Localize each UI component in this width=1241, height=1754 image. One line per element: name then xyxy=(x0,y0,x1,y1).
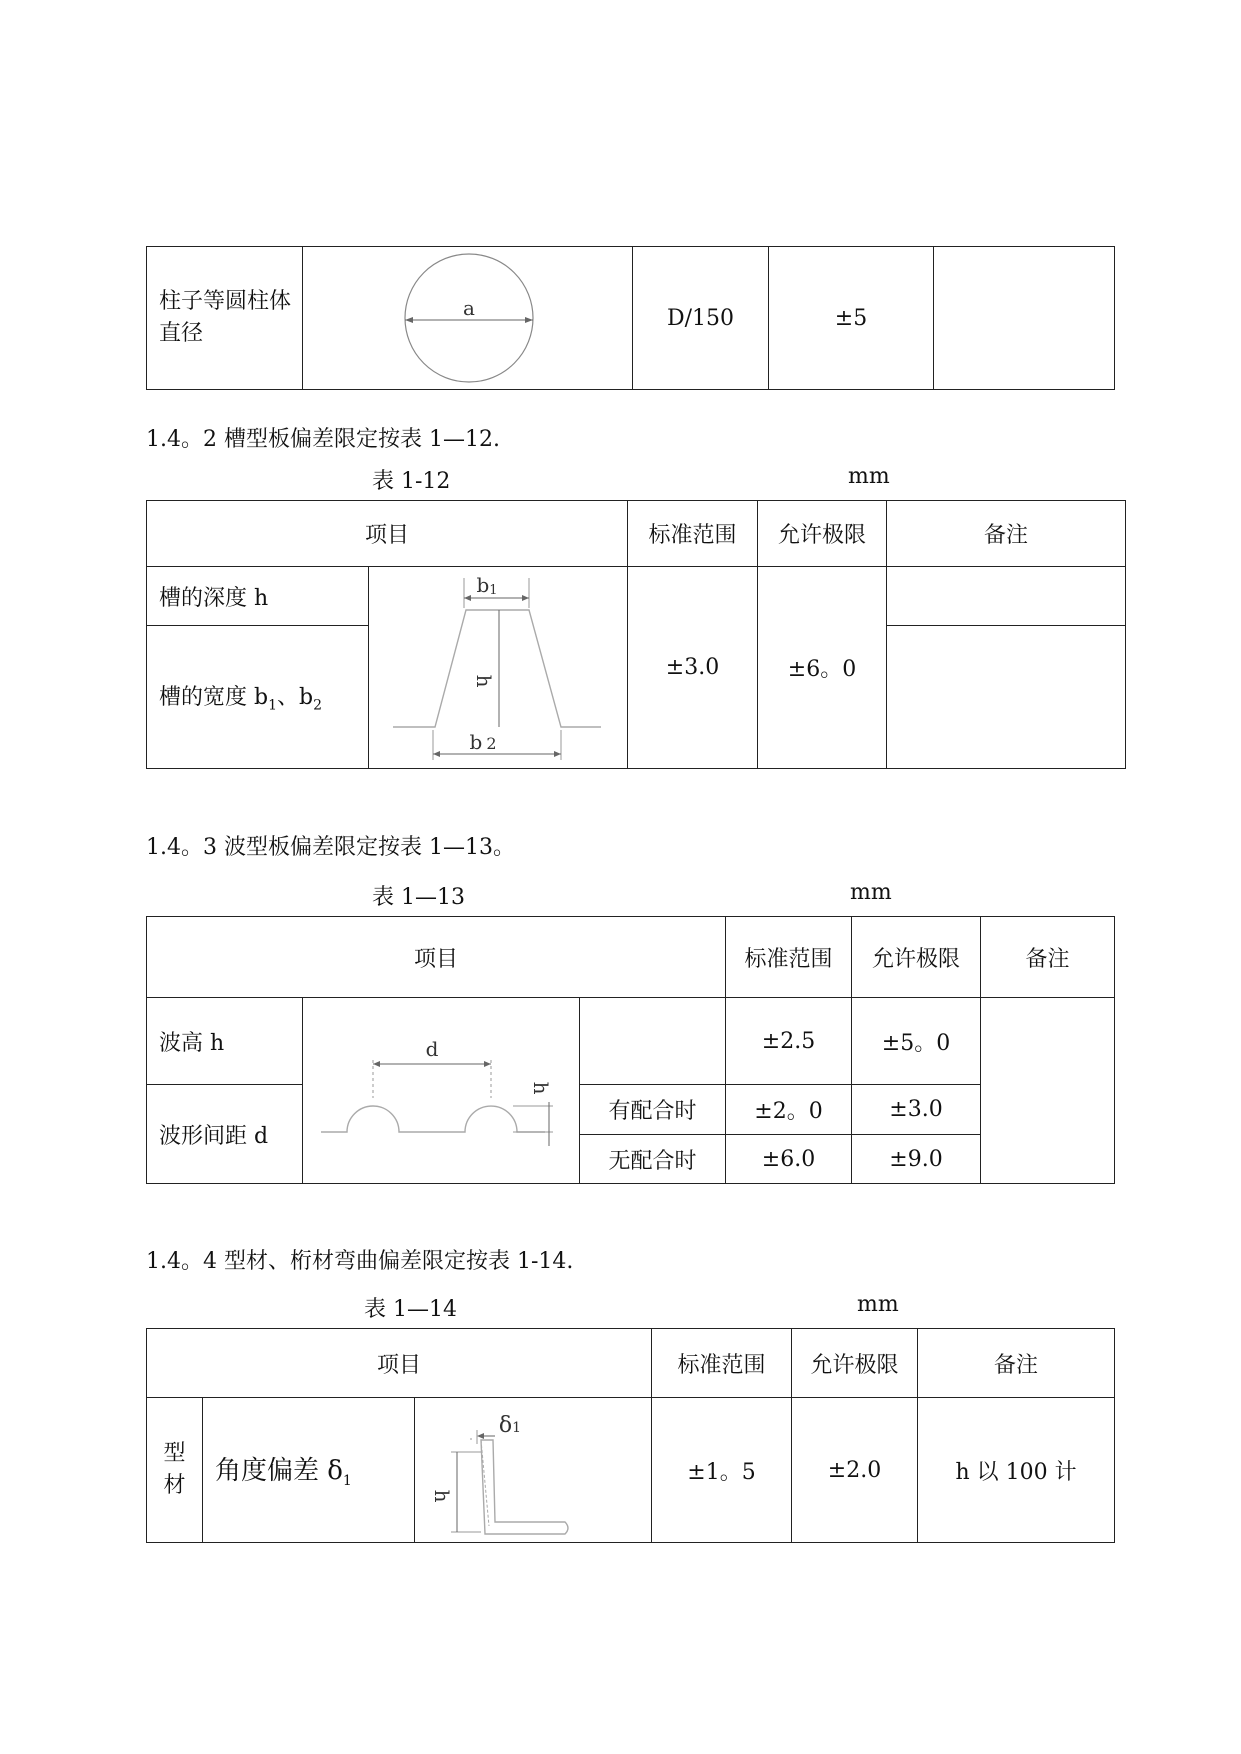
groove-standard: ±3.0 xyxy=(628,567,758,769)
item-cell xyxy=(147,247,303,390)
row-angle-deviation: 角度偏差 $\delta_1$ xyxy=(203,1398,415,1543)
table-column-diameter xyxy=(146,246,1115,390)
header-item: 项目 xyxy=(147,1329,652,1398)
circle-diagram xyxy=(303,248,633,388)
wave-diagram-cell xyxy=(303,998,580,1184)
angle-diagram-cell xyxy=(415,1398,652,1543)
circle-diagram-cell xyxy=(303,247,633,390)
header-item: 项目 xyxy=(147,501,628,567)
wave-remark xyxy=(981,998,1115,1184)
row-groove-width: 槽的宽度 $b_1$、$b_2$ xyxy=(147,626,369,769)
wave-distance-condition-2: 无配合时 xyxy=(580,1135,726,1184)
delta-label: δ1 xyxy=(498,1413,522,1438)
table-caption-1-14: 表 1—14 xyxy=(364,1297,457,1322)
group-profile: 型材 xyxy=(147,1398,203,1543)
angle-allowance: ±2.0 xyxy=(792,1398,918,1543)
header-allowance: 允许极限 xyxy=(792,1329,918,1398)
table-1-14 xyxy=(146,1328,1115,1543)
header-item: 项目 xyxy=(147,917,726,998)
wave-distance-standard-2: ±6.0 xyxy=(726,1135,852,1184)
wave-height-condition xyxy=(580,998,726,1085)
groove-remark-1 xyxy=(887,567,1126,626)
header-standard: 标准范围 xyxy=(628,501,758,567)
allowance-cell: ±5 xyxy=(769,247,934,390)
wave-diagram xyxy=(303,998,580,1183)
groove-allowance: ±6。0 xyxy=(758,567,887,769)
table-1-12 xyxy=(146,500,1126,769)
section-heading-1-4-4: 1.4。4 型材、桁材弯曲偏差限定按表 1-14. xyxy=(146,1249,574,1274)
standard-cell: D/150 xyxy=(633,247,769,390)
row-groove-depth: 槽的深度 h xyxy=(147,567,369,626)
profile-height-label: h xyxy=(430,1489,454,1503)
row-wave-height: 波高 h xyxy=(147,998,303,1085)
header-remark: 备注 xyxy=(887,501,1126,567)
wave-height-standard: ±2.5 xyxy=(726,998,852,1085)
wave-distance-allowance-2: ±9.0 xyxy=(852,1135,981,1184)
remark-cell xyxy=(934,247,1115,390)
groove-height-label: h xyxy=(472,674,496,687)
wave-distance-standard-1: ±2。0 xyxy=(726,1085,852,1135)
header-allowance: 允许极限 xyxy=(758,501,887,567)
table-1-13 xyxy=(146,916,1115,1184)
wave-distance-label: d xyxy=(425,1037,439,1061)
item-label: 柱子等圆柱体直径 xyxy=(159,289,292,346)
wave-distance-allowance-1: ±3.0 xyxy=(852,1085,981,1135)
header-standard: 标准范围 xyxy=(726,917,852,998)
section-heading-1-4-3: 1.4。3 波型板偏差限定按表 1—13。 xyxy=(146,835,515,860)
wave-height-allowance: ±5。0 xyxy=(852,998,981,1085)
table-unit-1-12: mm xyxy=(848,464,890,489)
header-remark: 备注 xyxy=(981,917,1115,998)
header-remark: 备注 xyxy=(918,1329,1115,1398)
table-caption-1-12: 表 1-12 xyxy=(372,469,451,494)
angle-remark: h 以 100 计 xyxy=(918,1398,1115,1543)
header-allowance: 允许极限 xyxy=(852,917,981,998)
groove-diagram xyxy=(369,568,628,768)
groove-remark-2 xyxy=(887,626,1126,769)
groove-diagram-cell xyxy=(369,567,628,769)
wave-distance-condition-1: 有配合时 xyxy=(580,1085,726,1135)
angle-diagram xyxy=(415,1400,652,1540)
bottom-width-label: b 2 xyxy=(469,729,497,754)
table-unit-1-14: mm xyxy=(857,1292,899,1317)
angle-standard: ±1。5 xyxy=(652,1398,792,1543)
diameter-label: a xyxy=(463,296,475,320)
table-caption-1-13: 表 1—13 xyxy=(372,885,465,910)
top-width-label: b1 xyxy=(476,572,498,598)
wave-height-label: h xyxy=(529,1081,553,1095)
header-standard: 标准范围 xyxy=(652,1329,792,1398)
table-unit-1-13: mm xyxy=(850,880,892,905)
section-heading-1-4-2: 1.4。2 槽型板偏差限定按表 1—12. xyxy=(146,427,500,452)
row-wave-distance: 波形间距 d xyxy=(147,1085,303,1184)
